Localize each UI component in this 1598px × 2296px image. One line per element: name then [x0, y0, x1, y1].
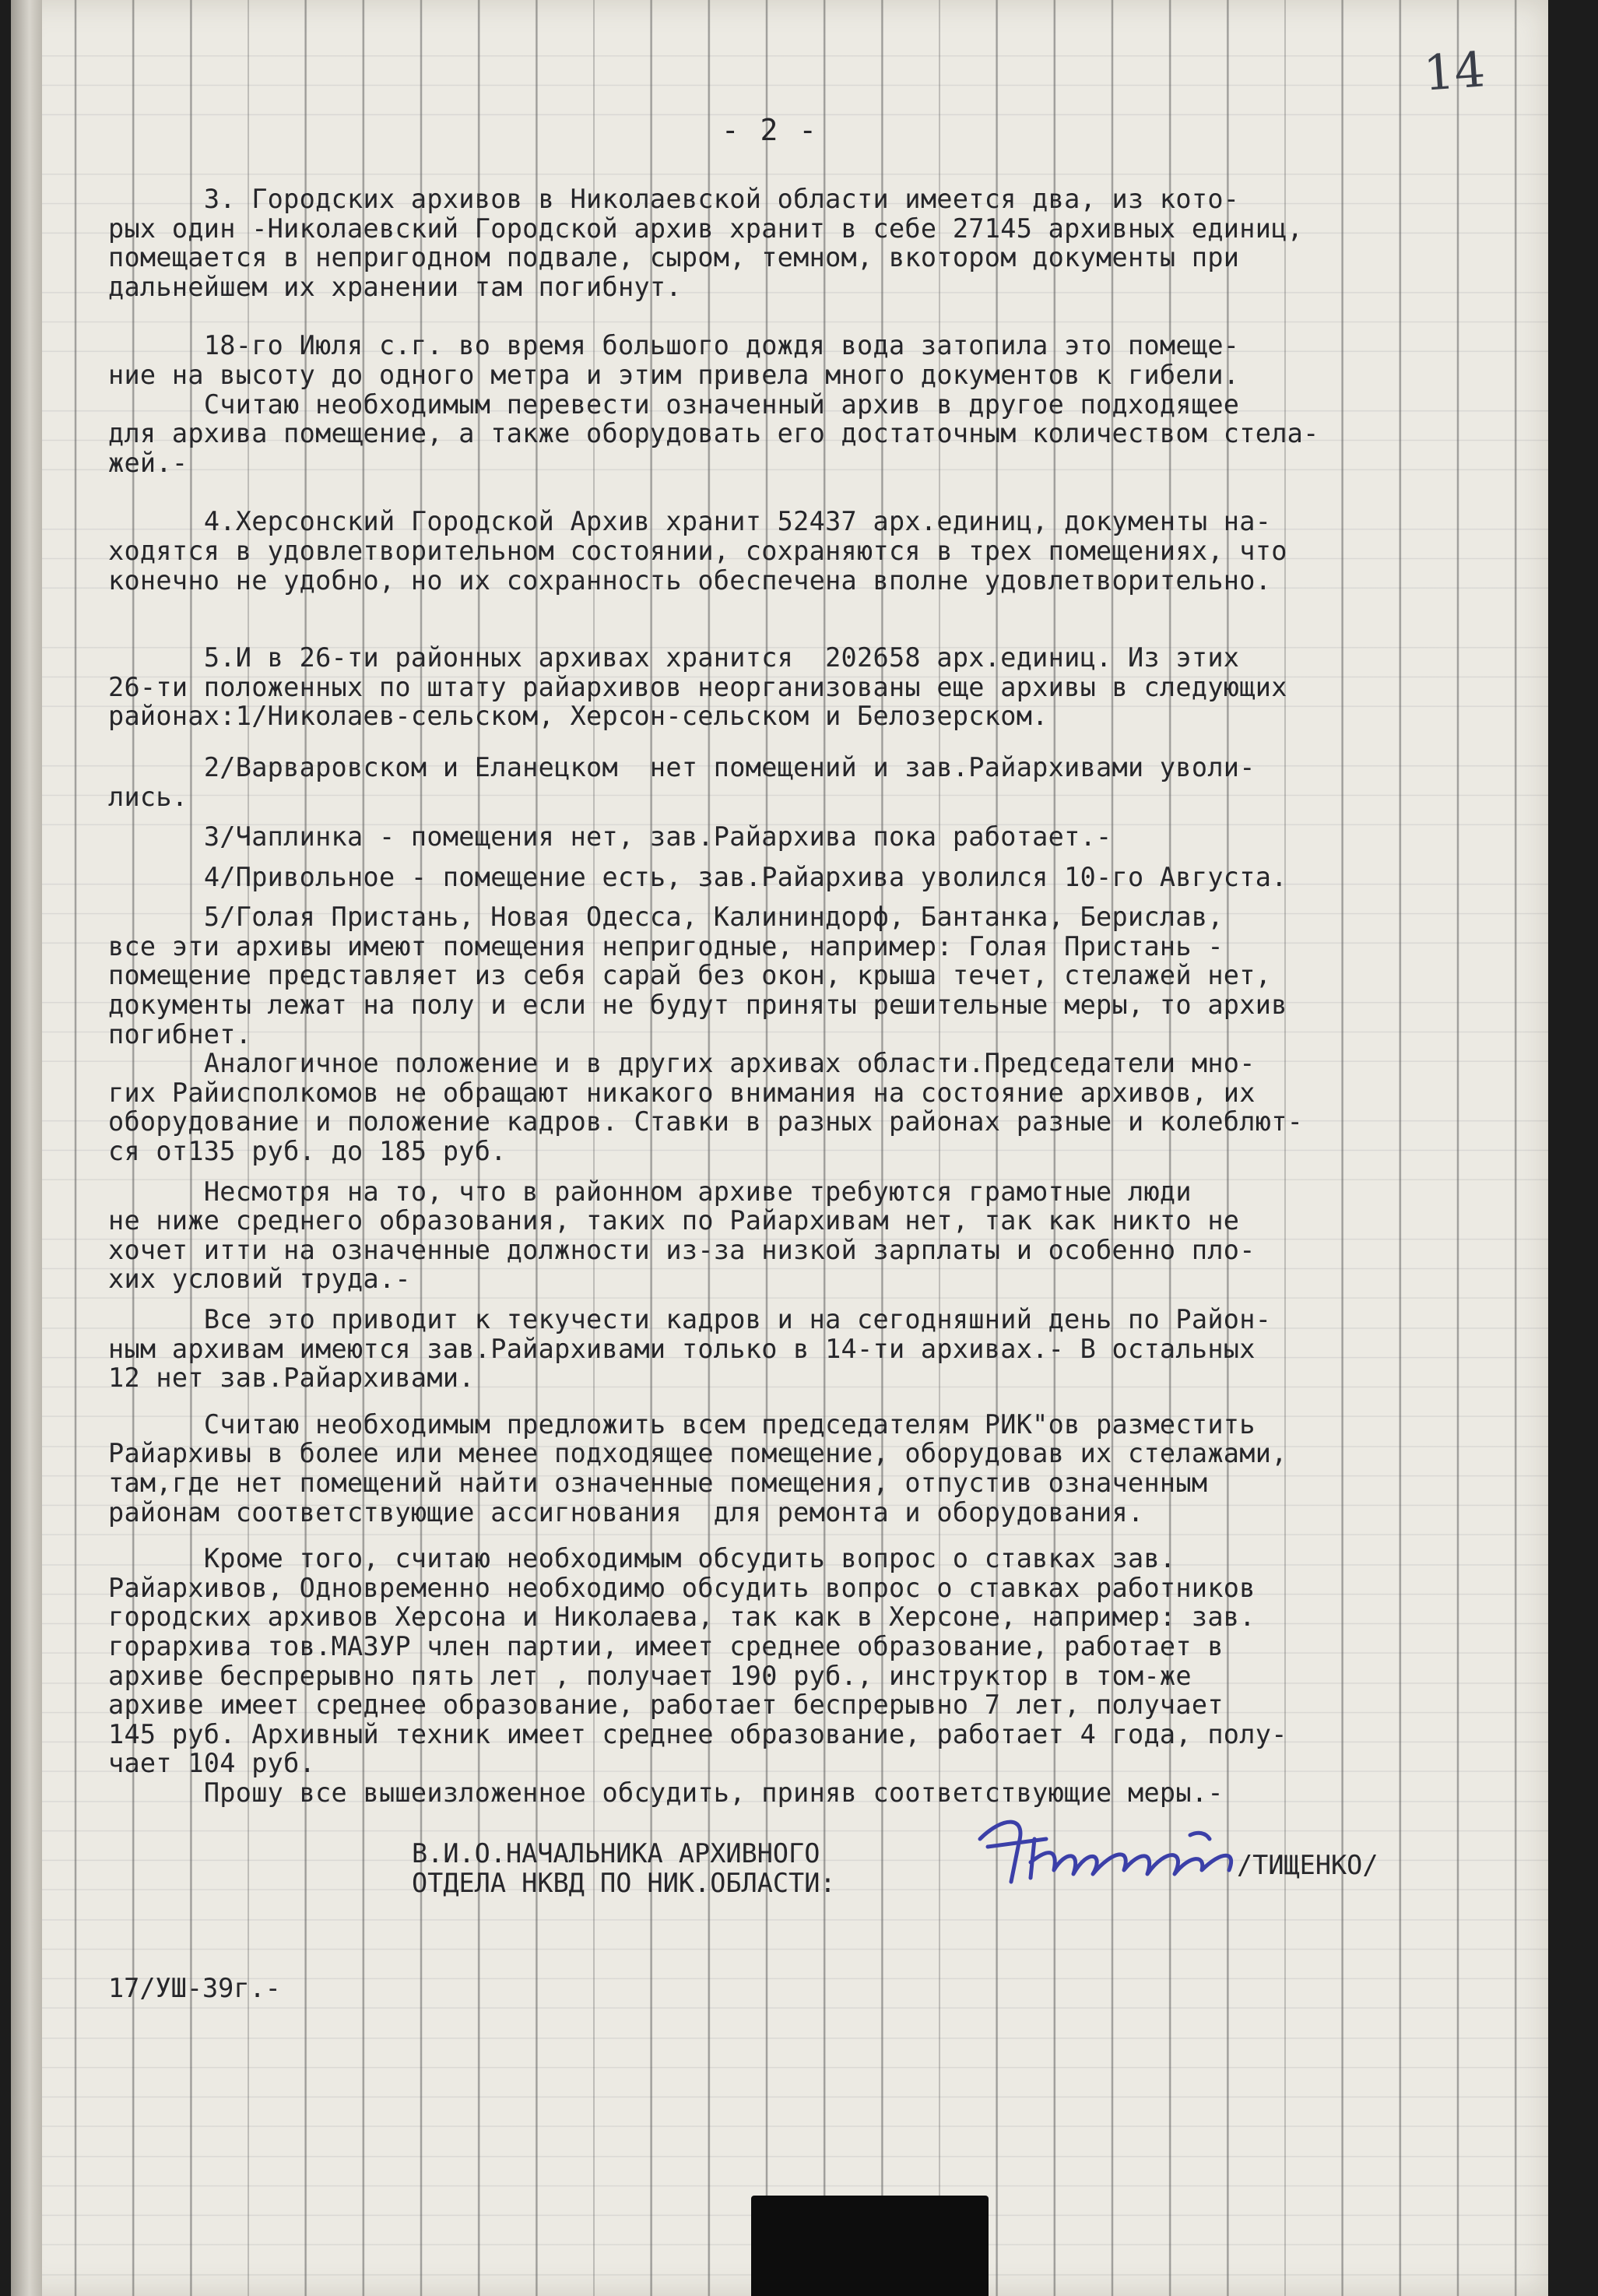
paragraph-salaries: Кроме того, считаю необходимым обсудить вопрос о ставках зав. Райархивов, Одновременно необходимо обсудить вопрос о ставках работников городских архивов Херсона и Николаева, так как в Херсоне, например: зав. горархива тов.МАЗУР член партии, имеет среднее образование, работает в архиве беспрерывно пять лет , получает 190 руб., инструктор в том-же архиве имеет среднее образование, работает беспрерывно 7 лет, получает 145 руб. Архивный техник имеет среднее образование, работает 4 года, полу- чает 104 руб. Прошу все вышеизложенное обсудить, приняв соответствующие меры.-	[108, 1543, 1287, 1808]
folio-number: 14	[1421, 40, 1487, 102]
page-number: - 2 -	[721, 113, 819, 147]
handwritten-signature	[957, 1808, 1276, 1901]
signature-block	[108, 1839, 1564, 1964]
list-item-3: 3/Чаплинка - помещения нет, зав.Райархива пока работает.-	[108, 821, 1112, 853]
document-page	[11, 0, 1548, 2296]
signatory-title: В.И.О.НАЧАЛЬНИКА АРХИВНОГО ОТДЕЛА НКВД ПО НИК.ОБЛАСТИ:	[412, 1837, 836, 1898]
page-binding-edge	[11, 0, 42, 2296]
paragraph-5-district-archives: 5.И в 26-ти районных архивах хранится 202658 арх.единиц. Из этих 26-ти положенных по штату райархивов неорганизованы еще архивы в следующих районах:1/Николаев-сельском, Херсон-сельском и Белозерском.	[108, 642, 1287, 732]
black-redaction-block	[751, 2196, 989, 2296]
document-date: 17/УШ-39г.-	[108, 1972, 281, 2003]
paragraph-turnover: Все это приводит к текучести кадров и на сегодняшний день по Район- ным архивам имеются зав.Райархивами только в 14-ти архивах.- В остальных 12 нет зав.Райархивами.	[108, 1304, 1272, 1394]
paragraph-staffing: Несмотря на то, что в районном архиве требуются грамотные люди не ниже среднего образования, таких по Райархивам нет, так как никто не хочет итти на означенные должности из-за низкой зарплаты и особенно пло- хих условий труда.-	[108, 1176, 1256, 1295]
list-item-4: 4/Привольное - помещение есть, зав.Райархива уволился 10-го Августа.	[108, 861, 1287, 892]
paragraph-flood: 18-го Июля с.г. во время большого дождя вода затопила это помеще- ние на высоту до одного метра и этим привела много документов к гибели. Считаю необходимым перевести означенный архив в другое подходящее для архива помещение, а также оборудовать его достаточным количеством стела- жей.-	[108, 330, 1319, 478]
paragraph-3-city-archives: 3. Городских архивов в Николаевской области имеется два, из кото- рых один -Николаевский Городской архив хранит в себе 27145 архивных единиц, помещается в непригодном подвале, сыром, темном, вкотором документы при дальнейшем их хранении там погибнут.	[108, 184, 1304, 302]
paragraph-proposal: Считаю необходимым предложить всем председателям РИК"ов разместить Райархивы в более или менее подходящее помещение, оборудовав их стелажами, там,где нет помещений найти означенные помещения, отпустив означенным районам соответствующие ассигнования для ремонта и оборудования.	[108, 1408, 1287, 1528]
signatory-name: /ТИЩЕНКО/	[1237, 1849, 1378, 1880]
list-item-5: 5/Голая Пристань, Новая Одесса, Калининдорф, Бантанка, Берислав, все эти архивы имеют помещения непригодные, например: Голая Пристань - помещение представляет из себя сарай без окон, крыша течет, стелажей нет, документы лежат на полу и если не будут приняты решительные меры, то архив погибнет. Аналогичное положение и в других архивах области.Председатели мно- гих Райисполкомов не обращают никакого внимания на состояние архивов, их оборудование и положение кадров. Ставки в разных районах разные и колеблют- ся от135 руб. до 185 руб.	[108, 902, 1304, 1167]
document-body	[108, 113, 1564, 2003]
paragraph-4-kherson: 4.Херсонский Городской Архив хранит 52437 арх.единиц, документы на- ходятся в удовлетворительном состоянии, сохраняются в трех помещениях, что конечно не удобно, но их сохранность обеспечена вполне удовлетворительно.	[108, 506, 1287, 596]
list-item-2: 2/Варваровском и Еланецком нет помещений и зав.Райархивами уволи- лись.	[108, 751, 1256, 812]
